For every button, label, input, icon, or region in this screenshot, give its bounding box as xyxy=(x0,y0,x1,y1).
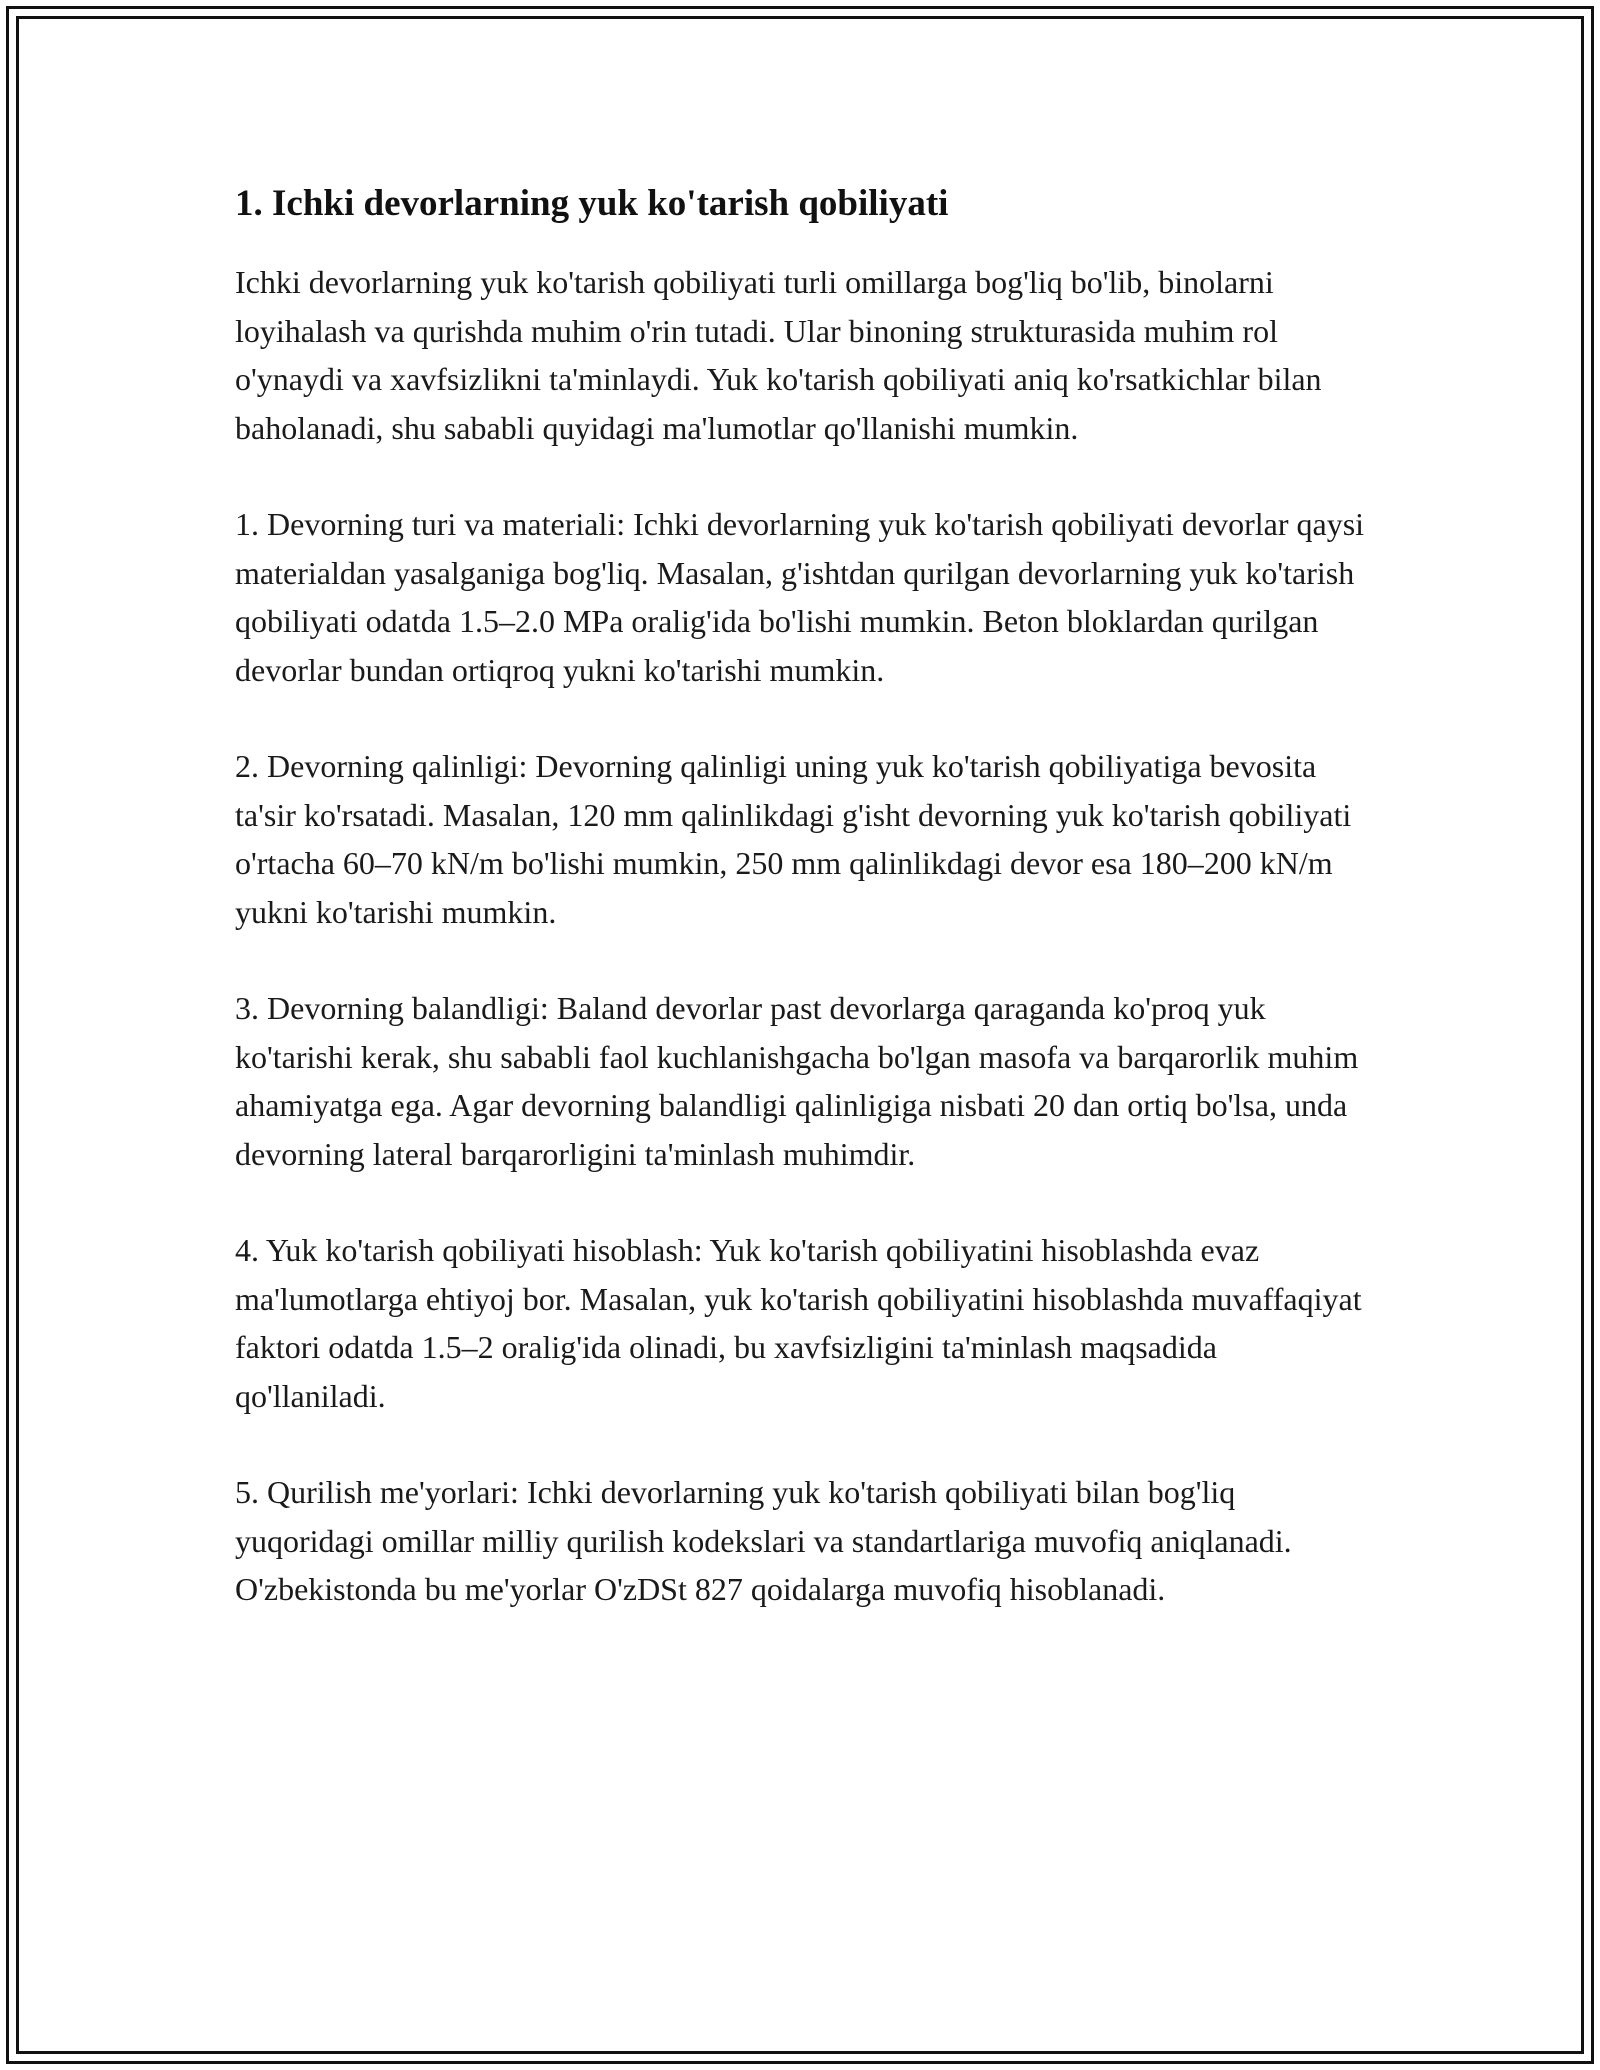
paragraph-capacity-calculation: 4. Yuk ko'tarish qobiliyati hisoblash: Yuk ko'tarish qobiliyatini hisoblashda evaz ma'lumotlarga ehtiyoj bor. Masalan, yuk ko'tarish qobiliyatini hisoblashda muvaffaqiyat faktori odatda 1.5–2 oralig'ida olinadi, bu xavfsizligini ta'minlash maqsadida qo'llaniladi. xyxy=(235,1232,1362,1414)
paragraph-building-norms: 5. Qurilish me'yorlari: Ichki devorlarning yuk ko'tarish qobiliyati bilan bog'liq yuqoridagi omillar milliy qurilish kodekslari va standartlariga muvofiq aniqlanadi. O'zbekistonda bu me'yorlar O'zDSt 827 qoidalarga muvofiq hisoblanadi. xyxy=(235,1474,1292,1608)
document-title: 1. Ichki devorlarning yuk ko'tarish qobiliyati xyxy=(235,183,949,224)
paragraph-wall-height: 3. Devorning balandligi: Baland devorlar past devorlarga qaraganda ko'proq yuk ko'tarishi kerak, shu sababli faol kuchlanishgacha bo'lgan masofa va barqarorlik muhim ahamiyatga ega. Agar devorning balandligi qalinligiga nisbati 20 dan ortiq bo'lsa, unda devorning lateral barqarorligini ta'minlash muhimdir. xyxy=(235,990,1359,1172)
document-body xyxy=(235,180,1375,1662)
paragraph-wall-type-material: 1. Devorning turi va materiali: Ichki devorlarning yuk ko'tarish qobiliyati devorlar qaysi materialdan yasalganiga bog'liq. Masalan, g'ishtdan qurilgan devorlarning yuk ko'tarish qobiliyati odatda 1.5–2.0 MPa oralig'ida bo'lishi mumkin. Beton bloklardan qurilgan devorlar bundan ortiqroq yukni ko'tarishi mumkin. xyxy=(235,506,1365,688)
intro-paragraph: Ichki devorlarning yuk ko'tarish qobiliyati turli omillarga bog'liq bo'lib, binolarni loyihalash va qurishda muhim o'rin tutadi. Ular binoning strukturasida muhim rol o'ynaydi va xavfsizlikni ta'minlaydi. Yuk ko'tarish qobiliyati aniq ko'rsatkichlar bilan baholanadi, shu sababli quyidagi ma'lumotlar qo'llanishi mumkin. xyxy=(235,264,1322,446)
paragraph-wall-thickness: 2. Devorning qalinligi: Devorning qalinligi uning yuk ko'tarish qobiliyatiga bevosita ta'sir ko'rsatadi. Masalan, 120 mm qalinlikdagi g'isht devorning yuk ko'tarish qobiliyati o'rtacha 60–70 kN/m bo'lishi mumkin, 250 mm qalinlikdagi devor esa 180–200 kN/m yukni ko'tarishi mumkin. xyxy=(235,748,1352,930)
